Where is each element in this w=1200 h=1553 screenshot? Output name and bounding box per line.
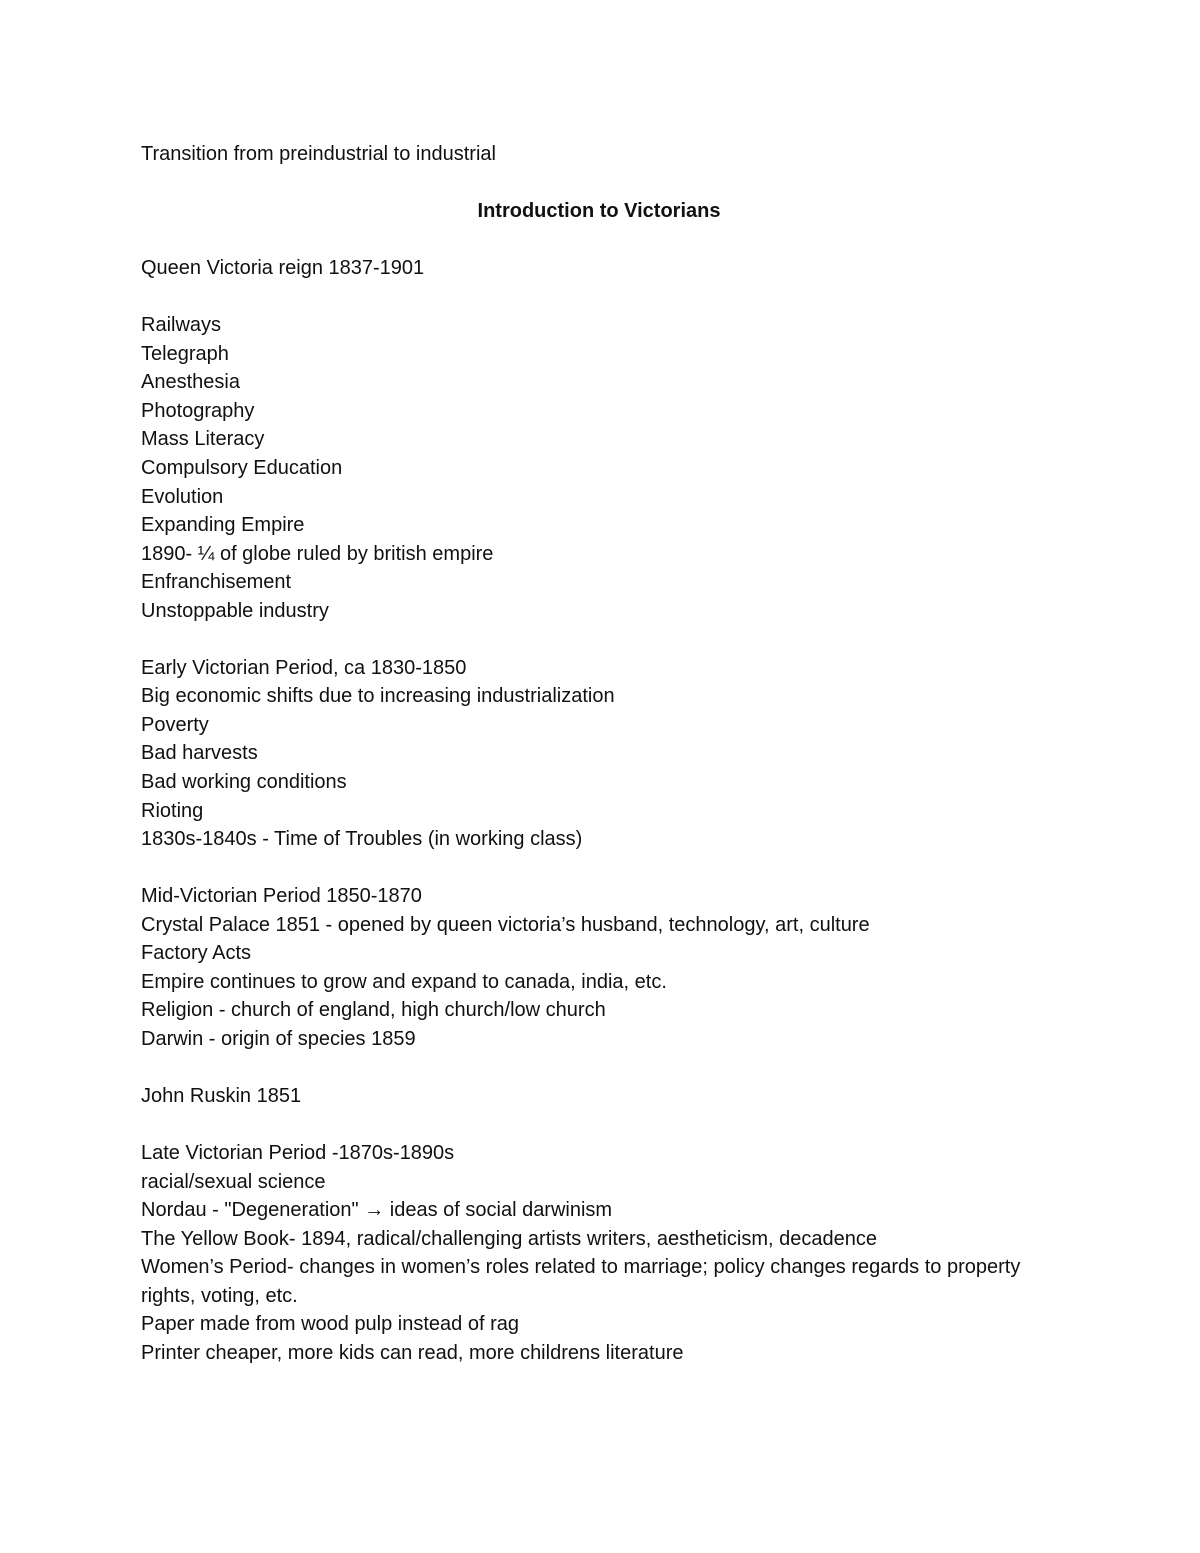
document-body xyxy=(141,140,1041,1368)
note-item: Crystal Palace 1851 - opened by queen victoria’s husband, technology, art, culture xyxy=(141,913,870,936)
document-title: Introduction to Victorians xyxy=(477,200,721,223)
reign-line: Queen Victoria reign 1837-1901 xyxy=(141,257,425,280)
theme-item: 1890- ¼ of globe ruled by british empire xyxy=(141,542,494,565)
note-item: Poverty xyxy=(141,713,209,736)
spacer xyxy=(141,283,1041,312)
theme-item: Evolution xyxy=(141,485,224,508)
mid-period-section xyxy=(141,882,1041,1053)
note-item: Paper made from wood pulp instead of rag xyxy=(141,1313,519,1336)
note-item: Printer cheaper, more kids can read, more childrens literature xyxy=(141,1341,684,1364)
theme-item: Railways xyxy=(141,314,222,337)
intro-line: Transition from preindustrial to industrial xyxy=(141,143,496,165)
note-item: Religion - church of england, high church/low church xyxy=(141,999,606,1022)
spacer xyxy=(141,854,1041,883)
spacer xyxy=(141,169,1041,198)
late-period-section xyxy=(141,1139,1041,1367)
note-item: 1830s-1840s - Time of Troubles (in working class) xyxy=(141,828,583,851)
note-item: Rioting xyxy=(141,799,204,822)
theme-item: Unstoppable industry xyxy=(141,599,329,622)
note-item: Bad working conditions xyxy=(141,771,347,794)
note-item: Empire continues to grow and expand to canada, india, etc. xyxy=(141,970,667,993)
theme-item: Telegraph xyxy=(141,342,229,365)
note-item: Big economic shifts due to increasing industrialization xyxy=(141,685,615,708)
section-heading: Early Victorian Period, ca 1830-1850 xyxy=(141,656,467,679)
note-item: Women’s Period- changes in women’s roles related to marriage; policy changes regards to property rights, voting, etc. xyxy=(141,1256,1021,1307)
note-item: racial/sexual science xyxy=(141,1170,326,1193)
note-item: Bad harvests xyxy=(141,742,258,765)
section-heading: Mid-Victorian Period 1850-1870 xyxy=(141,885,422,908)
theme-item: Photography xyxy=(141,399,255,422)
note-item: Nordau - "Degeneration" → ideas of social darwinism xyxy=(141,1199,613,1222)
early-period-section xyxy=(141,654,1041,854)
spacer xyxy=(141,226,1041,255)
section-heading: Late Victorian Period -1870s-1890s xyxy=(141,1142,455,1165)
spacer xyxy=(141,1054,1041,1083)
note-item: Factory Acts xyxy=(141,942,252,965)
ruskin-line: John Ruskin 1851 xyxy=(141,1085,302,1108)
spacer xyxy=(141,1111,1041,1140)
theme-item: Expanding Empire xyxy=(141,514,305,537)
themes-list xyxy=(141,311,1041,625)
spacer xyxy=(141,625,1041,654)
theme-item: Enfranchisement xyxy=(141,571,292,594)
note-item: The Yellow Book- 1894, radical/challenging artists writers, aestheticism, decadence xyxy=(141,1227,877,1250)
theme-item: Anesthesia xyxy=(141,371,240,394)
theme-item: Mass Literacy xyxy=(141,428,265,451)
note-item: Darwin - origin of species 1859 xyxy=(141,1027,416,1050)
theme-item: Compulsory Education xyxy=(141,457,343,480)
